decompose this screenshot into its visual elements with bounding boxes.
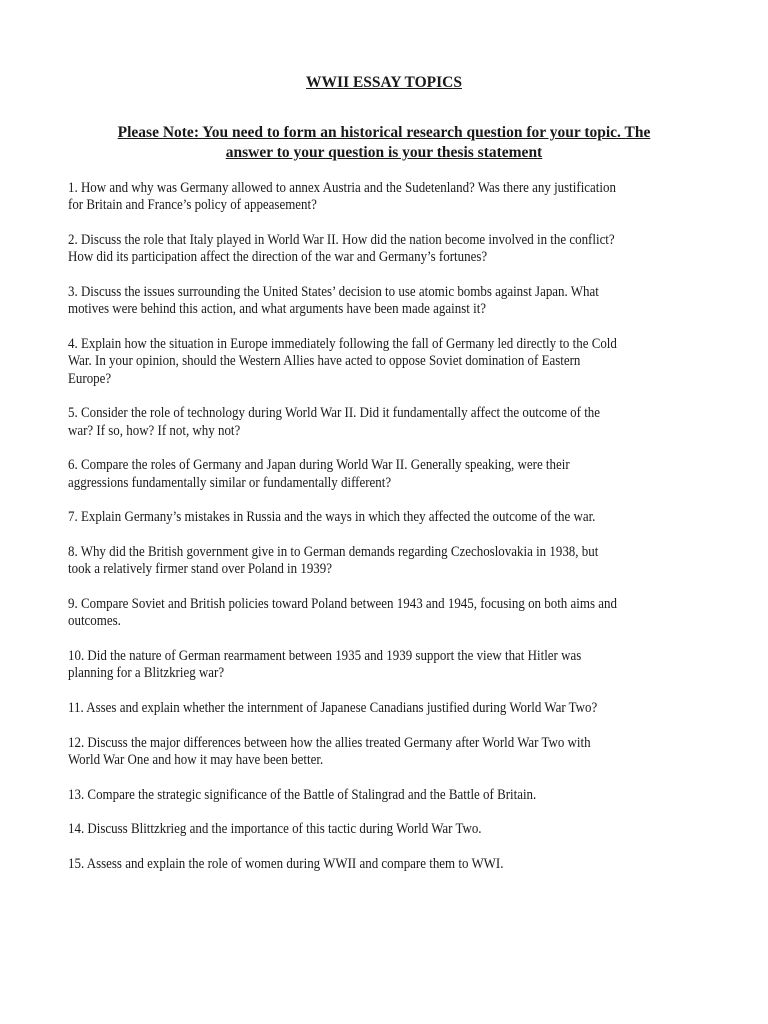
essay-topic-item (68, 180, 752, 215)
topic-line: Europe? (68, 370, 112, 387)
topic-line: 14. Discuss Blittzkrieg and the importance of this tactic during World War Two. (68, 821, 482, 838)
essay-topic-item (68, 787, 752, 804)
essay-topic-item (68, 336, 752, 388)
topic-line: 9. Compare Soviet and British policies toward Poland between 1943 and 1945, focusing on both aims and (68, 595, 617, 612)
essay-topic-list (68, 180, 752, 891)
essay-topic-item (68, 648, 752, 683)
topic-line: 11. Asses and explain whether the internment of Japanese Canadians justified during World War Two? (68, 699, 598, 716)
essay-topic-item (68, 232, 752, 267)
essay-topic-item (68, 856, 752, 873)
essay-topic-item (68, 405, 752, 440)
topic-line: World War One and how it may have been better. (68, 751, 324, 768)
topic-line: How did its participation affect the direction of the war and Germany’s fortunes? (68, 249, 488, 266)
topic-line: 3. Discuss the issues surrounding the United States’ decision to use atomic bombs against Japan. What (68, 283, 599, 300)
topic-line: 6. Compare the roles of Germany and Japan during World War II. Generally speaking, were their (68, 457, 570, 474)
topic-line: 2. Discuss the role that Italy played in World War II. How did the nation become involved in the conflict? (68, 231, 615, 248)
topic-line: 4. Explain how the situation in Europe immediately following the fall of Germany led directly to the Cold (68, 335, 617, 352)
topic-line: outcomes. (68, 613, 121, 630)
topic-line: 13. Compare the strategic significance of the Battle of Stalingrad and the Battle of Britain. (68, 786, 537, 803)
document-title: WWII ESSAY TOPICS (306, 74, 462, 91)
topic-line: 10. Did the nature of German rearmament between 1935 and 1939 support the view that Hitler was (68, 647, 582, 664)
note-heading (60, 123, 708, 163)
topic-line: motives were behind this action, and what arguments have been made against it? (68, 301, 487, 318)
topic-line: war? If so, how? If not, why not? (68, 422, 241, 439)
topic-line: 7. Explain Germany’s mistakes in Russia and the ways in which they affected the outcome of the war. (68, 509, 596, 526)
essay-topic-item (68, 735, 752, 770)
topic-line: 1. How and why was Germany allowed to annex Austria and the Sudetenland? Was there any justification (68, 180, 616, 196)
note-line: answer to your question is your thesis statement (225, 144, 543, 161)
topic-line: took a relatively firmer stand over Poland in 1939? (68, 561, 333, 578)
topic-line: 12. Discuss the major differences between how the allies treated Germany after World War Two with (68, 734, 591, 751)
essay-topic-item (68, 544, 752, 579)
essay-topic-item (68, 821, 752, 838)
essay-topic-item (68, 700, 752, 717)
topic-line: War. In your opinion, should the Western Allies have acted to oppose Soviet domination of Eastern (68, 353, 581, 370)
topic-line: aggressions fundamentally similar or fundamentally different? (68, 474, 392, 491)
topic-line: planning for a Blitzkrieg war? (68, 665, 225, 682)
topic-line: for Britain and France’s policy of appeasement? (68, 197, 317, 214)
note-line: Please Note: You need to form an historical research question for your topic. The (117, 124, 651, 141)
essay-topic-item (68, 284, 752, 319)
topic-line: 15. Assess and explain the role of women during WWII and compare them to WWI. (68, 855, 504, 872)
essay-topic-item (68, 457, 752, 492)
essay-topic-item (68, 596, 752, 631)
essay-topic-item (68, 509, 752, 526)
topic-line: 8. Why did the British government give in to German demands regarding Czechoslovakia in 1938, but (68, 543, 599, 560)
topic-line: 5. Consider the role of technology during World War II. Did it fundamentally affect the outcome of the (68, 405, 601, 422)
